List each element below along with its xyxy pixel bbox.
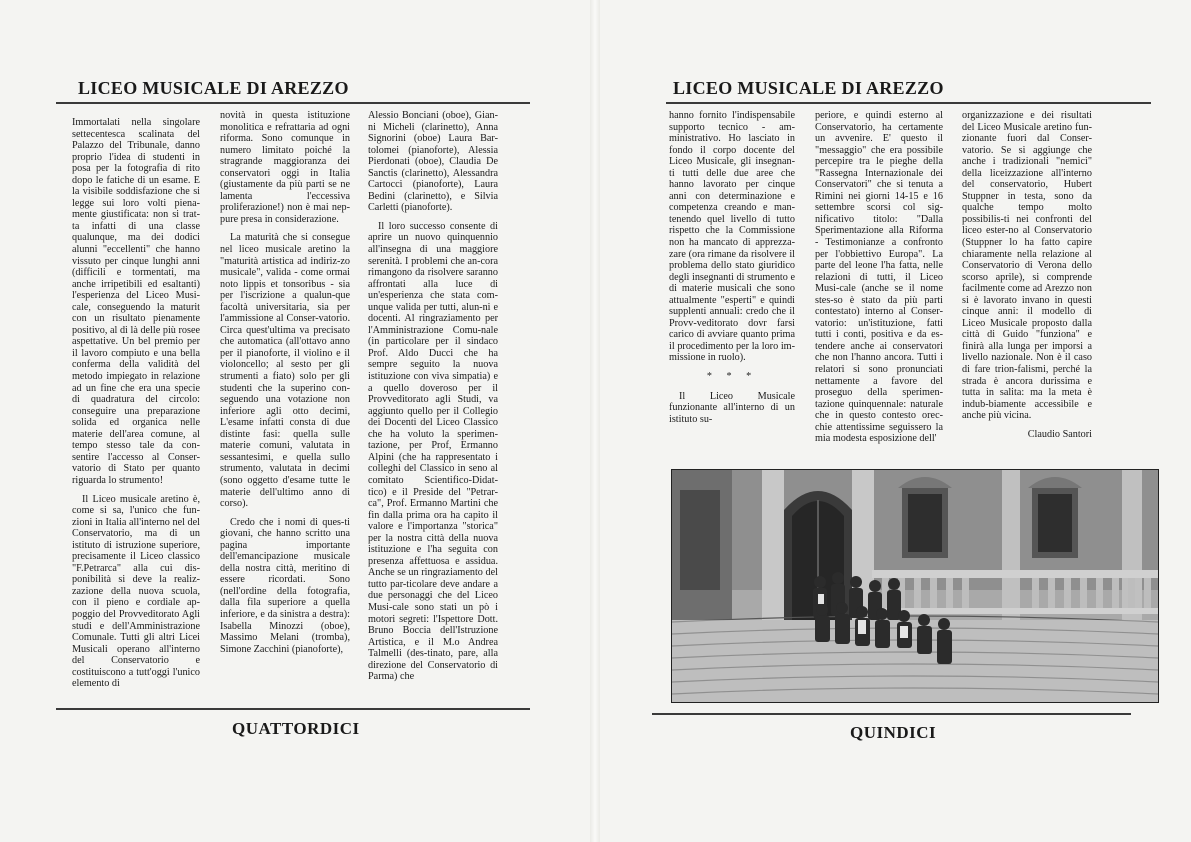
author-signature: Claudio Santori (1027, 428, 1092, 440)
paragraph: Il loro successo consente di aprire un nuovo quinquennio all'insegna di una maggiore serenità. I problemi che an-cora rimangono da risolvere saranno affrontati alla luce di un'esperienza che stata com-unque valida per tutti, alun-ni e docenti. Al ringraziamento per l'Amministrazione Comu-nale (in particolare per il sindaco Prof. Aldo Ducci che ha sempre seguito la nuova istituzione con viva simpatia) e a quello doveroso per il Provveditorato agli Studi, va aggiunto quello per il Collegio dei Docenti del Liceo Classico che ha voluto la sperimen-tazione, per Prof, Ermanno Alpini (che ha rappresentato i colleghi del Classico in seno al comitato Scientifico-Didat-tico) e il Preside del "Petrar-ca", Prof. Ermanno Martini che fin dalla prima ora ha capito il valore e l'importanza "storica" per la nostra città della nuova istituzione e l'ha seguita con presenza affettuosa e assidua. Anche se un ringraziamento del tutto par-ticolare deve andare a due personaggi che del Liceo Musi-cale sono stati un pò i motori segreti: l'Ispettore Dott. Bruno Boccia dell'Istruzione Artistica, e il M.o Andrea Talmelli (des-tinato, pare, alla direzione del Conservatorio di Parma) che (368, 220, 498, 683)
class-photo (671, 469, 1159, 703)
left-page-number: QUATTORDICI (232, 719, 360, 738)
paragraph: Il Liceo Musicale funzionante all'interno di un istituto su- (669, 390, 795, 425)
paragraph: La maturità che si consegue nel liceo musicale aretino la "maturità artistica ad indiriz-zo musicale", valida - come ormai noto lippis et tonsoribus - sia per l'iscrizione a qualun-que facoltà universitaria, sia per l'ammissione al Conser-vatorio. Circa quest'ultima va precisato che automatica (all'ottavo anno per il pianoforte, il violino e il violoncello; al sesto per gli strumenti a fiato) solo per gli studenti che la superino con-seguendo una votazione non inferiore agli otto decimi, L'esame infatti consta di due distinte fasi: quella sulle materie comuni, valutata in sessantesimi, e quella sullo strumento, valutata in decimi (sono oggetto d'esame tutte le materie dell'ultimo anno di corso). (220, 232, 350, 510)
page-gutter (590, 0, 600, 842)
right-column-3 (962, 110, 1092, 460)
paragraph: Alessio Bonciani (oboe), Gian-ni Micheli (clarinetto), Anna Signorini (oboe) Laura Bar-tolomei (pianoforte), Alessia Pierdonati (oboe), Claudia De Sanctis (clarinetto), Alessandra Cartocci (pianoforte), Laura Bedini (clarinetto), e Silvia Carletti (pianoforte). (368, 110, 498, 214)
paragraph: hanno fornito l'indispensabile supporto tecnico - am-ministrativo. Ho lasciato in fondo il corpo docente del Liceo Musicale, gli insegnan-ti tutti delle due aree che hanno lavorato per cinque anni con determinazione e competenza creando e man-tenendo quel livello di tutto rispetto che la Commissione non ha mancato di apprezza-zare (ora rimane da risolvere il problema dello stato giuridico degli insegnanti di strumento e di materie musicali che sono attualmente "esperti" e quindi supplenti annuali: credo che il Provv-veditorato dovr farsi carico di avviare quanto prima il procedimento per la loro im-missione in ruolo). (669, 110, 795, 364)
left-masthead: LICEO MUSICALE DI AREZZO (78, 78, 349, 98)
right-column-2 (815, 110, 943, 460)
paragraph: novità in questa istituzione monolitica e refrattaria ad ogni riforma. Sono comunque in numero limitato poiché la stragrande maggioranza dei conservatori oggi in Italia (giustamente da più parti se ne lamenta l'eccessiva proliferazione!) non è mai nep-pure presa in considerazione. (220, 110, 350, 225)
right-masthead-rule (666, 102, 1151, 104)
right-page (600, 0, 1191, 842)
paragraph: Il Liceo musicale aretino è, come si sa, l'unico che fun-zioni in Italia all'interno nel del Conservatorio, ma di un istituto di istruzione superiore, precisamente il Liceo classico "F.Petrarca" alla cui dis-ponibilità si deve la realiz-zazione della nuova scuola, con il pieno e cordiale ap-poggio del Provveditorato Agli studi e dell'Amministrazione Comunale. Tutti gli altri Licei Musicali operano all'interno del Conservatorio e costituiscono a tutt'oggi l'unico elemento di (72, 493, 200, 690)
paragraph: periore, e quindi esterno al Conservatorio, ha certamente un avvenire. E' questo il "messaggio" che era possibile percepire tra le pieghe della "Rassegna Internazionale dei Conservatori" che si tenuta a Rimini nei giorni 14-15 e 16 settembre scorsi col sig-nificativo titolo: "Dalla Sperimentazione alla Riforma - Testimonianze a confronto per l'obbiettivo Europa". La parte del leone l'ha fatta, nelle relazioni di tutti, il Liceo Musi-cale (anche se il nome stes-so è stato da più parti contestato) interno al Conser-vatorio: un'istituzione, fatti tutti i conti, positiva e da es-tendere anche ai conservatori che non l'hanno ancora. Tutti i relatori si sono pronunciati nettamente a favore del proseguo della sperimen-tazione quinquennale: naturale che in questo contesto orec-chie attentissime seguissero la mia modesta esposizione dell' (815, 110, 943, 445)
right-masthead: LICEO MUSICALE DI AREZZO (673, 78, 944, 98)
left-footer-rule (56, 708, 530, 710)
left-column-3 (368, 110, 498, 695)
right-column-1 (669, 110, 795, 460)
left-column-1 (72, 117, 200, 695)
left-page (0, 0, 590, 842)
paragraph: Credo che i nomi di ques-ti giovani, che hanno scritto una pagina importante dell'emancipazione musicale della nostra città, meritino di essere ricordati. Sono (nell'ordine della fotografia, dalla fila superiore a quella inferiore, e da sinistra a destra): Isabella Minozzi (oboe), Massimo Melani (tromba), Simone Zacchini (pianoforte), (220, 516, 350, 655)
left-masthead-rule (56, 102, 530, 104)
photo-illustration (672, 470, 1158, 702)
left-column-2 (220, 110, 350, 695)
section-separator: * * * (706, 371, 758, 383)
paragraph: Immortalati nella singolare settecentesca scalinata del Palazzo del Tribunale, danno proprio l'idea di studenti in posa per la fotografia di rito dopo le fatiche di un esame. E la visibile soddisfazione che si legge sui loro volti piena-mente giustificata: non si trat-ta infatti di una classe qualunque, ma dei dodici alunni "eccellenti" che hanno vissuto per cinque lunghi anni (difficili e tormentati, ma anche irripetibili ed esaltanti) l'esperienza del Liceo Musi-cale, conseguendo la maturit con un risultato pienamente positivo, al di là delle più rosee aspettative. Un bel premio per il lavoro compiuto e una bella conferma della validità del metodo impiegato in relazione ad un fine che era una specie di quadratura del circolo: conseguire una preparazione solida ed organica nelle materie dell'area comune, al tempo stesso tale da con-sentire l'accesso al Conser-vatorio di Stato per quanto riguarda lo strumento! (72, 117, 200, 486)
right-footer-rule (652, 713, 1131, 715)
paragraph: organizzazione e dei risultati del Liceo Musicale aretino fun-zionante fuori dal Conser-vatorio. Se si aggiunge che anche i tradizionali "nemici" della liceizzazione all'interno del conservatorio, Hubert Stuppner in testa, sono da qualche tempo molto possibilis-ti nei confronti del liceo ester-no al Conservatorio (Stuppner lo ha fatto capire chiaramente nella relazione al Conservatorio di Verona dello scorso aprile), si comprende facilmente come ad Arezzo non si è lavorato invano in questi cinque anni: il modello di Liceo Musicale proposto dalla città di Guido "funziona" e finirà alla lunga per imporsi a livello nazionale. Non è il caso di fare trion-falismi, perché la strada è ancora durissima e tutta in salita: ma la meta è indub-biamente accessibile e anche più vicina. (962, 110, 1092, 422)
right-page-number: QUINDICI (850, 723, 937, 742)
